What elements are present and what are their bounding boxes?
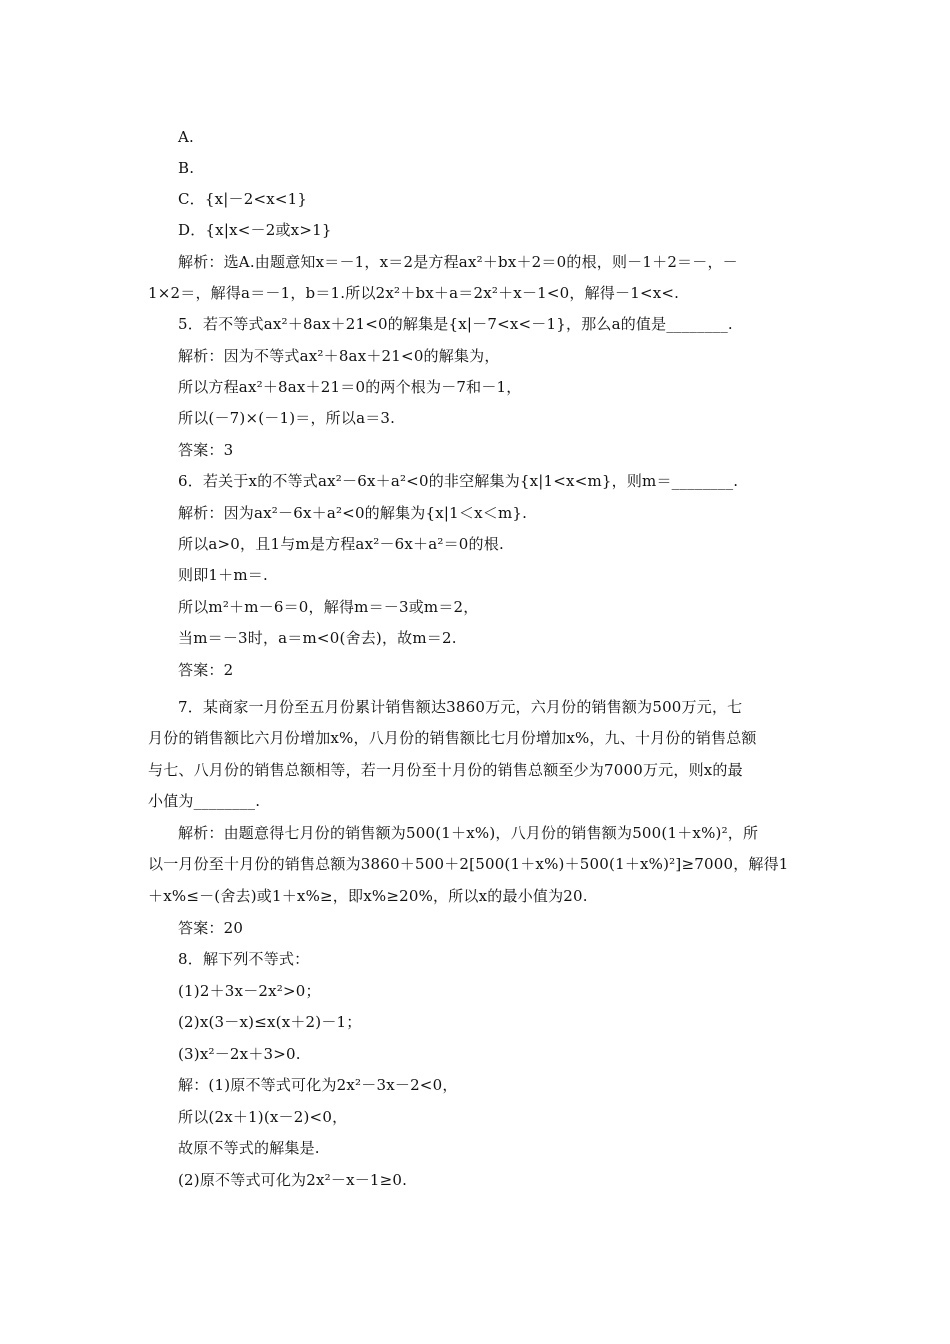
analysis-q6-line4: 所以m²＋m－6＝0，解得m＝－3或m＝2， xyxy=(178,598,479,616)
analysis-q6-line5: 当m＝－3时，a＝m<0(舍去)，故m＝2. xyxy=(178,629,457,647)
question-7-line4: 小值为________. xyxy=(148,792,261,810)
answer-q5: 答案：3 xyxy=(178,441,234,459)
analysis-q7-line2: 以一月份至十月份的销售总额为3860＋500＋2[500(1＋x%)＋500(1＋x%)²]≥7000，解得1 xyxy=(148,855,789,873)
question-5: 5．若不等式ax²＋8ax＋21<0的解集是{x|－7<x<－1}，那么a的值是________. xyxy=(178,315,733,333)
analysis-q7-line3: ＋x%≤－(舍去)或1＋x%≥，即x%≥20%，所以x的最小值为20. xyxy=(148,887,588,905)
answer-q7: 答案：20 xyxy=(178,919,244,937)
option-b: B. xyxy=(178,159,195,177)
question-8-part3: (3)x²－2x＋3>0. xyxy=(178,1045,301,1063)
analysis-q4-line1: 解析：选A.由题意知x＝－1，x＝2是方程ax²＋bx＋2＝0的根，则－1＋2＝－，－ xyxy=(178,253,738,271)
solution-q8-line3: 故原不等式的解集是. xyxy=(178,1139,320,1157)
question-7-line3: 与七、八月份的销售总额相等，若一月份至十月份的销售总额至少为7000万元，则x的最 xyxy=(148,761,743,779)
solution-q8-line4: (2)原不等式可化为2x²－x－1≥0. xyxy=(178,1171,408,1189)
question-7-line2: 月份的销售额比六月份增加x%，八月份的销售额比七月份增加x%，九、十月份的销售总额 xyxy=(148,729,757,747)
solution-q8-line1: 解：(1)原不等式可化为2x²－3x－2<0， xyxy=(178,1076,458,1094)
answer-q6: 答案：2 xyxy=(178,661,234,679)
analysis-q6-line1: 解析：因为ax²－6x＋a²<0的解集为{x|1＜x＜m}. xyxy=(178,504,528,522)
option-c: C．{x|－2<x<1} xyxy=(178,190,308,208)
question-8: 8．解下列不等式： xyxy=(178,950,310,968)
question-8-part2: (2)x(3－x)≤x(x＋2)－1； xyxy=(178,1013,362,1031)
option-d: D．{x|x<－2或x>1} xyxy=(178,221,332,239)
analysis-q7-line1: 解析：由题意得七月份的销售额为500(1＋x%)，八月份的销售额为500(1＋x%)²，所 xyxy=(178,824,759,842)
question-8-part1: (1)2＋3x－2x²>0； xyxy=(178,982,321,1000)
analysis-q6-line2: 所以a>0，且1与m是方程ax²－6x＋a²＝0的根. xyxy=(178,535,504,553)
solution-q8-line2: 所以(2x＋1)(x－2)<0， xyxy=(178,1108,348,1126)
analysis-q5-line1: 解析：因为不等式ax²＋8ax＋21<0的解集为， xyxy=(178,347,500,365)
analysis-q6-line3: 则即1＋m＝. xyxy=(178,566,268,584)
analysis-q5-line3: 所以(－7)×(－1)＝，所以a＝3. xyxy=(178,409,396,427)
option-a: A. xyxy=(178,128,195,146)
question-7-line1: 7．某商家一月份至五月份累计销售额达3860万元，六月份的销售额为500万元，七 xyxy=(178,698,743,716)
analysis-q4-line2: 1×2＝，解得a＝－1，b＝1.所以2x²＋bx＋a＝2x²＋x－1<0，解得－1<x<. xyxy=(148,284,680,302)
analysis-q5-line2: 所以方程ax²＋8ax＋21＝0的两个根为－7和－1， xyxy=(178,378,522,396)
question-6: 6．若关于x的不等式ax²－6x＋a²<0的非空解集为{x|1<x<m}，则m＝________. xyxy=(178,472,739,490)
